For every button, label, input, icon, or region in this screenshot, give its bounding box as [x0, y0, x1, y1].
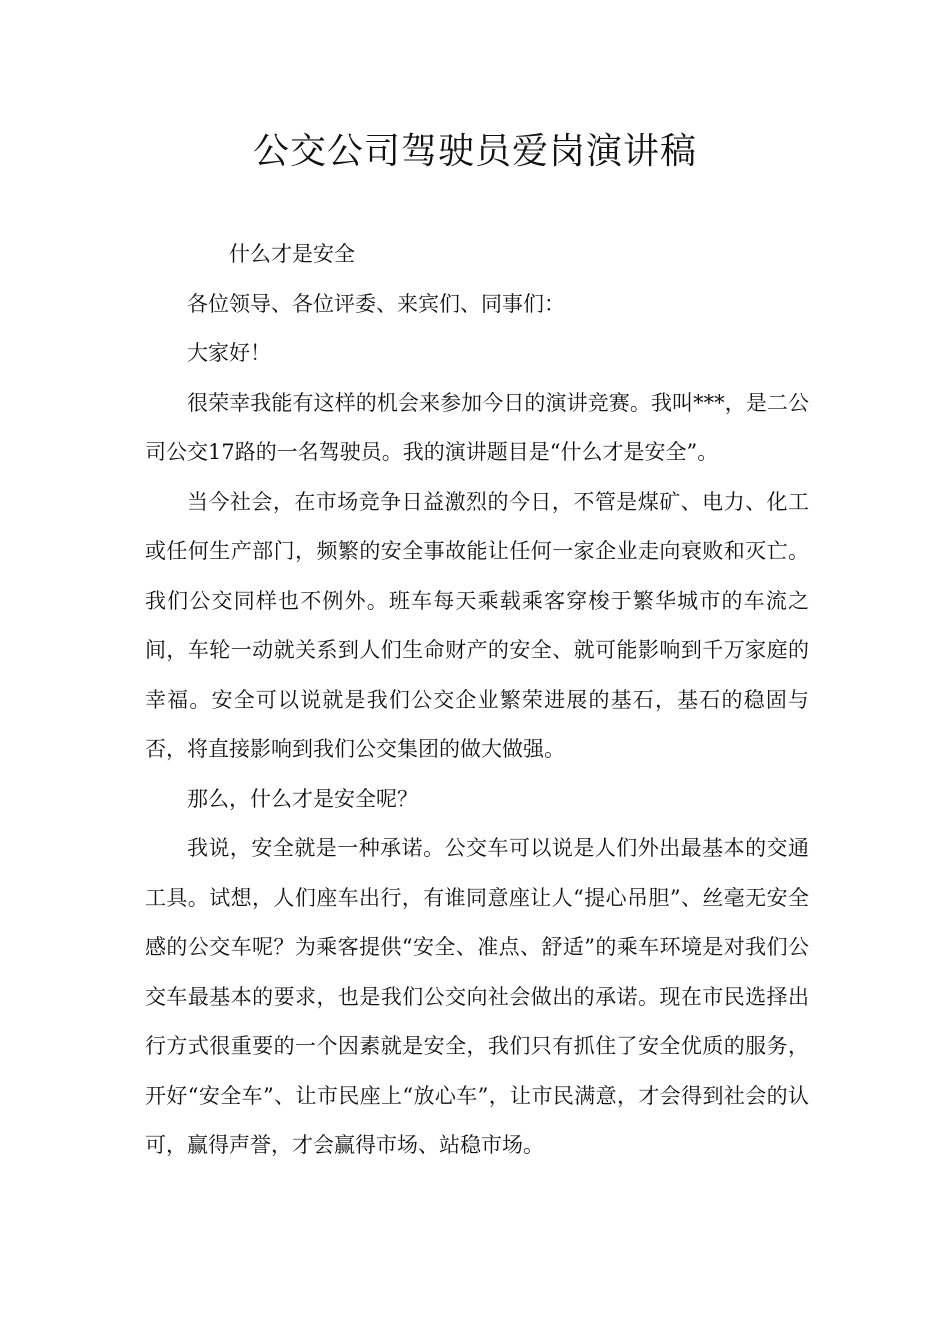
society-paragraph: 当今社会，在市场竞争日益激烈的今日，不管是煤矿、电力、化工或任何生产部门，频繁的安全事故能让任何一家企业走向衰败和灭亡。我们公交同样也不例外。班车每天乘载乘客穿梭于繁华城市的车流之间，车轮一动就关系到人们生命财产的安全、就可能影响到千万家庭的幸福。安全可以说就是我们公交企业繁荣进展的基石，基石的稳固与否，将直接影响到我们公交集团的做大做强。: [145, 489, 809, 761]
document-title: 公交公司驾驶员爱岗演讲稿: [252, 131, 697, 172]
intro-paragraph: 很荣幸我能有这样的机会来参加今日的演讲竞赛。我叫***，是二公司公交17路的一名驾驶员。我的演讲题目是“什么才是安全”。: [145, 390, 809, 464]
hello-paragraph: 大家好！: [187, 341, 271, 365]
promise-paragraph: 我说，安全就是一种承诺。公交车可以说是人们外出最基本的交通工具。试想，人们座车出行，有谁同意座让人“提心吊胆”、丝毫无安全感的公交车呢？为乘客提供“安全、准点、舒适”的乘车环境是对我们公交车最基本的要求，也是我们公交向社会做出的承诺。现在市民选择出行方式很重要的一个因素就是安全，我们只有抓住了安全优质的服务，开好“安全车”、让市民座上“放心车”，让市民满意，才会得到社会的认可，赢得声誉，才会赢得市场、站稳市场。: [145, 836, 809, 1157]
greeting-paragraph: 各位领导、各位评委、来宾们、同事们：: [187, 291, 565, 316]
speech-subtitle: 什么才是安全: [229, 242, 355, 266]
document-body: [145, 230, 809, 1171]
question-paragraph: 那么，什么才是安全呢？: [187, 786, 418, 811]
